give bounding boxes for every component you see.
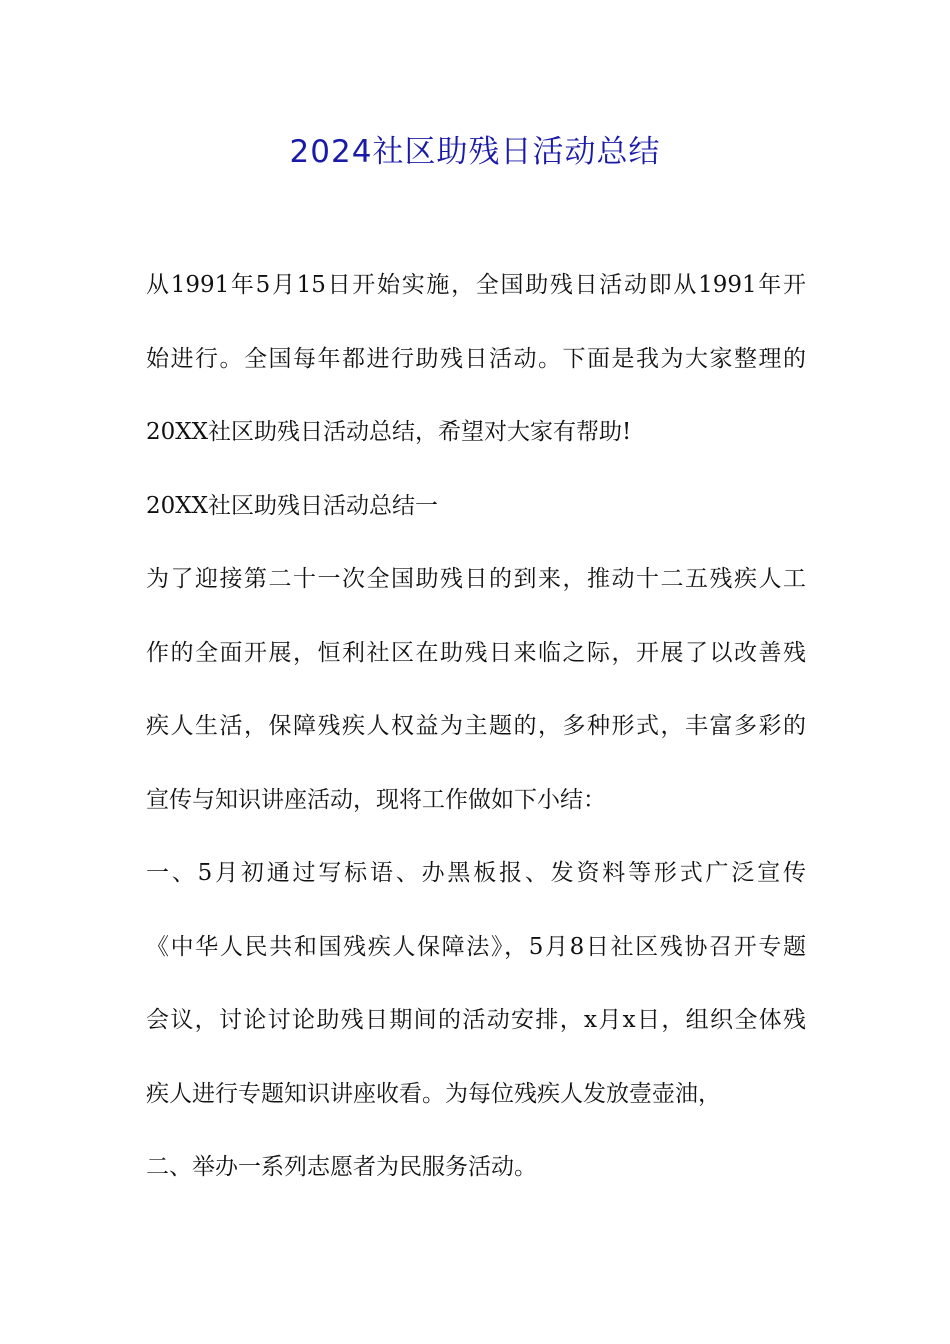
document-title: 2024社区助残日活动总结	[289, 134, 661, 170]
paragraph-line: 会议，讨论讨论助残日期间的活动安排，x月x日，组织全体残	[146, 1007, 806, 1033]
paragraph-line: 20XX社区助残日活动总结，希望对大家有帮助!	[146, 419, 632, 445]
paragraph-line: 从1991年5月15日开始实施，全国助残日活动即从1991年开	[146, 272, 806, 298]
paragraph-line: 宣传与知识讲座活动，现将工作做如下小结：	[146, 786, 606, 813]
paragraph-line: 一、5月初通过写标语、办黑板报、发资料等形式广泛宣传	[146, 860, 806, 886]
paragraph-line: 疾人生活，保障残疾人权益为主题的，多种形式，丰富多彩的	[146, 713, 806, 739]
paragraph-line: 为了迎接第二十一次全国助残日的到来，推动十二五残疾人工	[146, 566, 806, 592]
document-body	[146, 262, 806, 1218]
paragraph-line: 始进行。全国每年都进行助残日活动。下面是我为大家整理的	[146, 345, 806, 372]
paragraph-line: 《中华人民共和国残疾人保障法》，5月8日社区残协召开专题	[146, 933, 806, 960]
paragraph-line: 疾人进行专题知识讲座收看。为每位残疾人发放壹壶油，	[146, 1080, 721, 1107]
section-heading: 20XX社区助残日活动总结一	[146, 492, 439, 519]
paragraph-line: 二、举办一系列志愿者为民服务活动。	[146, 1154, 537, 1180]
paragraph-line: 作的全面开展，恒利社区在助残日来临之际，开展了以改善残	[146, 639, 806, 666]
